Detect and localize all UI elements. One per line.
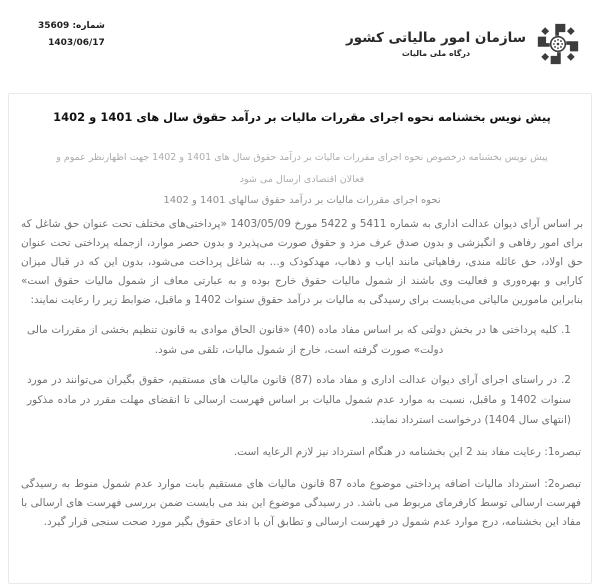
org-text (346, 30, 526, 58)
org-tagline: درگاه ملی مالیات (401, 49, 471, 58)
letter-meta (38, 18, 105, 52)
org-block (346, 22, 580, 66)
note-2: تبصره2: استرداد مالیات اضافه پرداختی موضوع ماده 87 قانون مالیات های مستقیم بابت موارد عدم شمول منوط به رسیدگی فهرست ارسالی توسط کارفرمای مربوط می باشد. در رسیدگی موضوع این بند می بایست ضمن بررسی فهرست های ارسالی با مفاد این بخشنامه، درج موارد عدم شمول در فهرست ارسالی و تطابق آن با ادعای حقوق بگیر مورد صحت سنجی قرار گیرد. (21, 478, 581, 528)
letter-number: شماره: 35609 (38, 21, 105, 31)
document-lead: پیش نویس بخشنامه درخصوص نحوه اجرای مقررات مالیات بر درآمد حقوق سال های 1401 و 1402 جهت اظهارنظر عموم و فعالان اقتصادی ارسال می شود (56, 152, 548, 185)
list-item-2: 2. در راستای اجرای آرای دیوان عدالت اداری و مفاد ماده (87) قانون مالیات های مستقیم، حقوق بگیران می‌توانند در مورد سنوات 1402 و ماقبل، نسبت به موارد عدم شمول مالیات بر اساس فهرست ارسالی تا انقضای مهلت مقرر در ماده مذکور (انتهای سال 1404) درخواست استرداد نمایند. (27, 374, 572, 426)
letterhead (0, 0, 600, 93)
org-name: سازمان امور مالیاتی کشور (345, 30, 526, 46)
document-box (8, 93, 592, 584)
tax-administration-seal-icon (536, 22, 580, 66)
note-1: تبصره1: رعایت مفاد بند 2 این بخشنامه در هنگام استرداد نیز لازم الرعایه است. (233, 446, 581, 458)
document-paragraph: بر اساس آرای دیوان عدالت اداری به شماره 5411 و 5422 مورخ 1403/05/09 «پرداختی‌های مختلف تحت عنوان حق شاغل که برای امور رفاهی و انگیزشی و بدون صدق عرف مزد و حقوق صورت می‌پذیرد و بدون حصر موارد، ازجمله پرداختی تحت عنوان حق اولاد، حق عائله مندی، رفاهیاتی مانند ایاب و ذهاب، مهدکودک و... به شاغل پرداخت می‌شود، بدون این که در قبال میزان کارایی و بهره‌وری و فعالیت وی باشند از شمول مالیات حقوق خارج بوده و به عبارتی معاف از شمول مالیات حقوق است» بنابراین مامورین مالیاتی می‌بایست برای رسیدگی به مالیات بر درآمد حقوق سنوات 1402 و ماقبل، ضوابط زیر را رعایت نمایند: (21, 218, 584, 306)
document-subject: نحوه اجرای مقررات مالیات بر درآمد حقوق سالهای 1401 و 1402 (163, 195, 441, 206)
letter-date: 1403/06/17 (48, 38, 105, 48)
document-title: پیش نویس بخشنامه نحوه اجرای مقررات مالیات بر درآمد حقوق سال های 1401 و 1402 (53, 110, 551, 124)
list-item-1: 1. کلیه پرداختی ها در بخش دولتی که بر اساس مفاد ماده (40) «قانون الحاق موادی به قانون تنظیم بخشی از مقررات مالی دولت» صورت گرفته است، خارج از شمول مالیات، تلقی می شود. (27, 324, 571, 356)
